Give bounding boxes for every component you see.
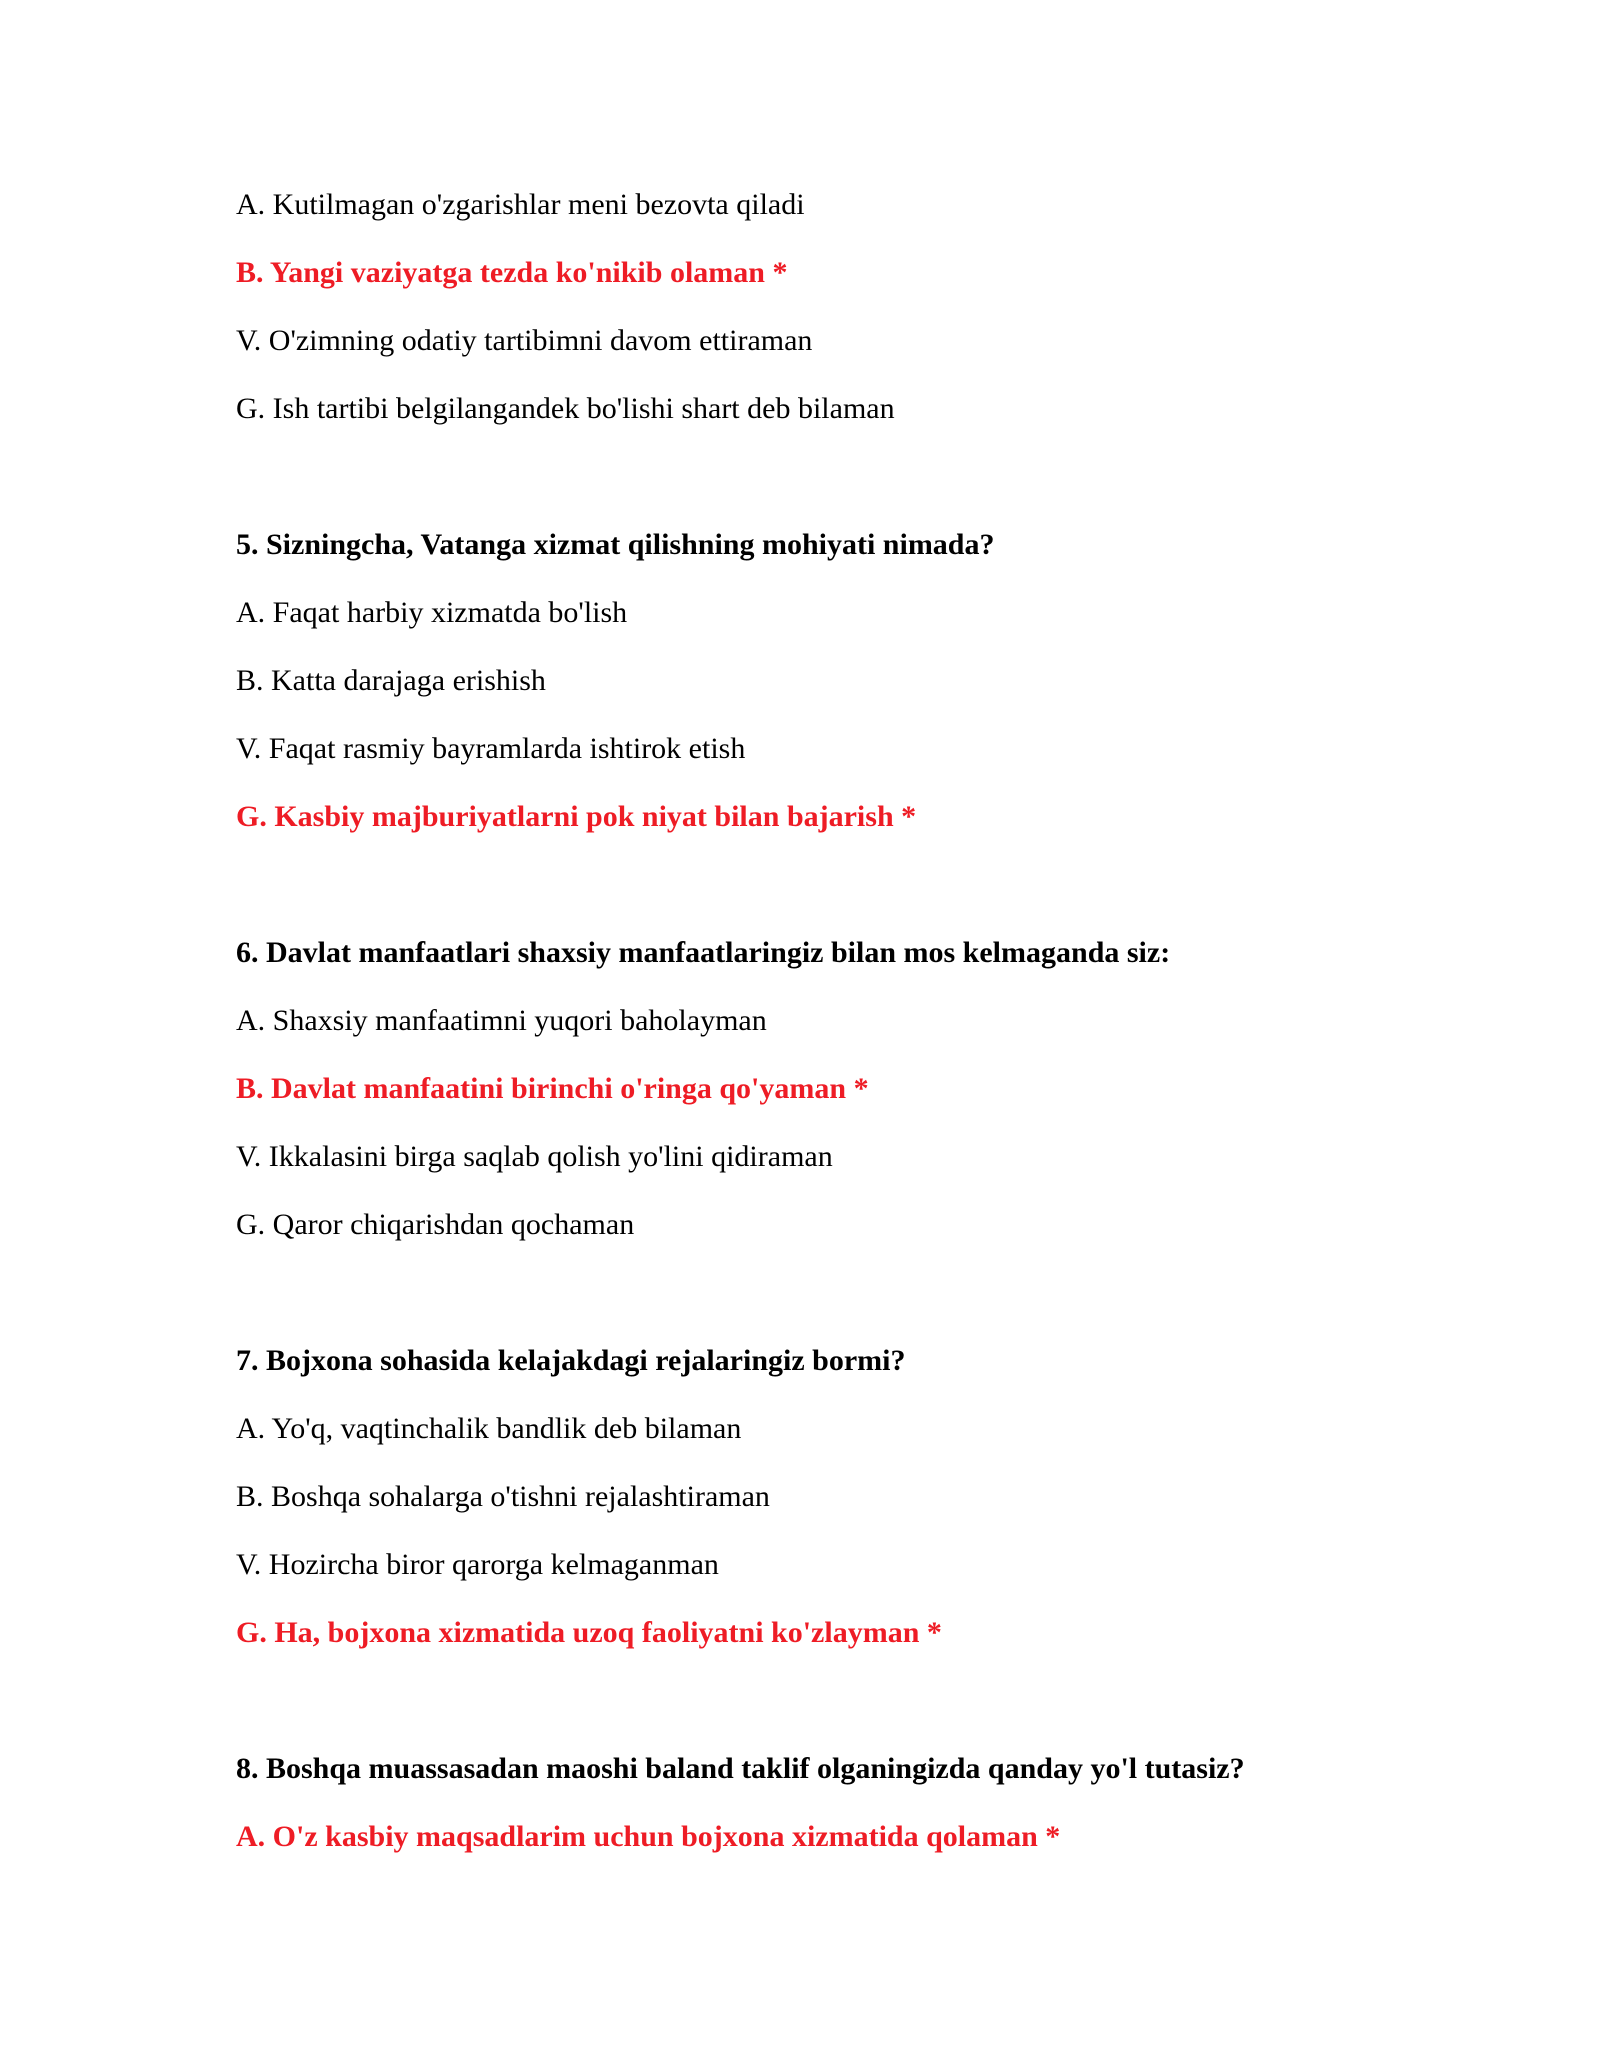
option-q6-v: V. Ikkalasini birga saqlab qolish yo'lini qidiraman bbox=[236, 1140, 833, 1173]
option-q4-b-correct: B. Yangi vaziyatga tezda ko'nikib olaman * bbox=[236, 256, 788, 289]
option-q5-b: B. Katta darajaga erishish bbox=[236, 664, 546, 697]
option-q4-g: G. Ish tartibi belgilangandek bo'lishi shart deb bilaman bbox=[236, 392, 895, 425]
option-q6-a: A. Shaxsiy manfaatimni yuqori baholayman bbox=[236, 1004, 767, 1037]
option-q6-g: G. Qaror chiqarishdan qochaman bbox=[236, 1208, 635, 1241]
option-q5-g-correct: G. Kasbiy majburiyatlarni pok niyat bilan bajarish * bbox=[236, 800, 917, 833]
option-q7-a: A. Yo'q, vaqtinchalik bandlik deb bilaman bbox=[236, 1412, 742, 1445]
question-7: 7. Bojxona sohasida kelajakdagi rejalaringiz bormi? bbox=[236, 1344, 906, 1377]
spacer bbox=[236, 1274, 1436, 1342]
option-q8-a-correct: A. O'z kasbiy maqsadlarim uchun bojxona xizmatida qolaman * bbox=[236, 1820, 1061, 1853]
spacer bbox=[236, 458, 1436, 526]
option-q4-v: V. O'zimning odatiy tartibimni davom ettiraman bbox=[236, 324, 813, 357]
option-q4-a: A. Kutilmagan o'zgarishlar meni bezovta qiladi bbox=[236, 188, 805, 221]
questionnaire-content bbox=[236, 186, 1436, 1886]
spacer bbox=[236, 1682, 1436, 1750]
question-6: 6. Davlat manfaatlari shaxsiy manfaatlaringiz bilan mos kelmaganda siz: bbox=[236, 936, 1171, 969]
spacer bbox=[236, 866, 1436, 934]
option-q5-v: V. Faqat rasmiy bayramlarda ishtirok etish bbox=[236, 732, 746, 765]
option-q5-a: A. Faqat harbiy xizmatda bo'lish bbox=[236, 596, 628, 629]
option-q7-g-correct: G. Ha, bojxona xizmatida uzoq faoliyatni ko'zlayman * bbox=[236, 1616, 942, 1649]
option-q7-v: V. Hozircha biror qarorga kelmaganman bbox=[236, 1548, 719, 1581]
question-8: 8. Boshqa muassasadan maoshi baland taklif olganingizda qanday yo'l tutasiz? bbox=[236, 1752, 1245, 1785]
option-q7-b: B. Boshqa sohalarga o'tishni rejalashtiraman bbox=[236, 1480, 770, 1513]
option-q6-b-correct: B. Davlat manfaatini birinchi o'ringa qo'yaman * bbox=[236, 1072, 869, 1105]
question-5: 5. Sizningcha, Vatanga xizmat qilishning mohiyati nimada? bbox=[236, 528, 995, 561]
